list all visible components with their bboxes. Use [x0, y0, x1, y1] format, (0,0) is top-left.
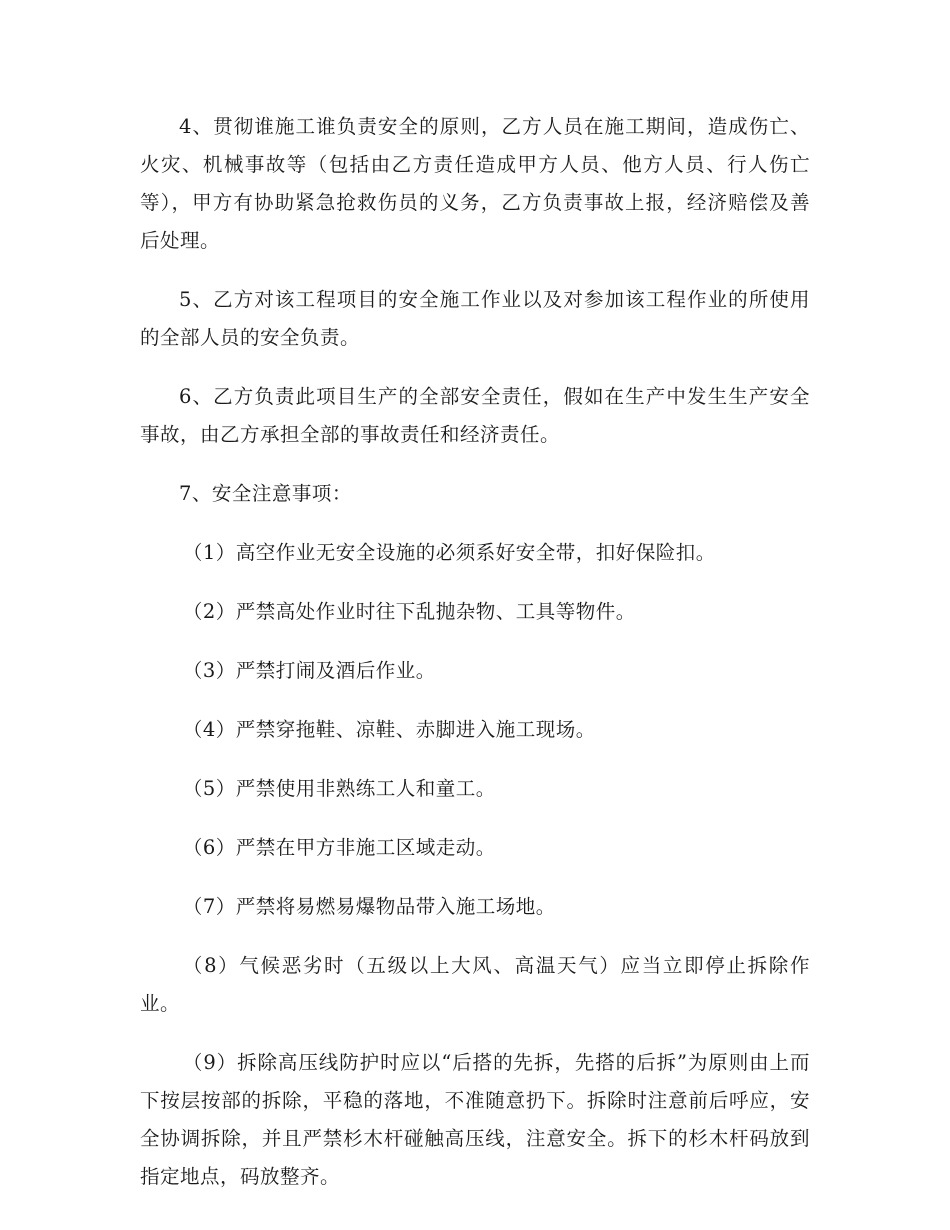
paragraph-item-5: 5、乙方对该工程项目的安全施工作业以及对参加该工程作业的所使用的全部人员的安全负责。: [140, 288, 810, 349]
safety-rule-7: （7）严禁将易燃易爆物品带入施工场地。: [182, 895, 556, 918]
safety-rule-9: （9）拆除高压线防护时应以“后搭的先拆，先搭的后拆”为原则由上而下按层按部的拆除，平稳的落地，不准随意扔下。拆除时注意前后呼应，安全协调拆除，并且严禁杉木杆碰触高压线，注意安全。拆下的杉木杆码放到指定地点，码放整齐。: [140, 1051, 810, 1188]
paragraph-item-4: 4、贯彻谁施工谁负责安全的原则，乙方人员在施工期间，造成伤亡、火灾、机械事故等（包括由乙方责任造成甲方人员、他方人员、行人伤亡等），甲方有协助紧急抢救伤员的义务，乙方负责事故上报，经济赔偿及善后处理。: [140, 115, 810, 252]
paragraph-item-6: 6、乙方负责此项目生产的全部安全责任，假如在生产中发生生产安全事故，由乙方承担全部的事故责任和经济责任。: [140, 385, 810, 446]
safety-rule-1: （1）高空作业无安全设施的必须系好安全带，扣好保险扣。: [182, 541, 716, 564]
safety-rule-5: （5）严禁使用非熟练工人和童工。: [182, 777, 496, 800]
safety-rule-4: （4）严禁穿拖鞋、凉鞋、赤脚进入施工现场。: [182, 718, 596, 741]
safety-rule-6: （6）严禁在甲方非施工区域走动。: [182, 836, 496, 859]
paragraph-item-7-heading: 7、安全注意事项：: [179, 482, 352, 505]
safety-rule-3: （3）严禁打闹及酒后作业。: [182, 659, 436, 682]
safety-rule-8: （8）气候恶劣时（五级以上大风、高温天气）应当立即停止拆除作业。: [140, 954, 810, 1015]
safety-rule-2: （2）严禁高处作业时往下乱抛杂物、工具等物件。: [182, 600, 636, 623]
